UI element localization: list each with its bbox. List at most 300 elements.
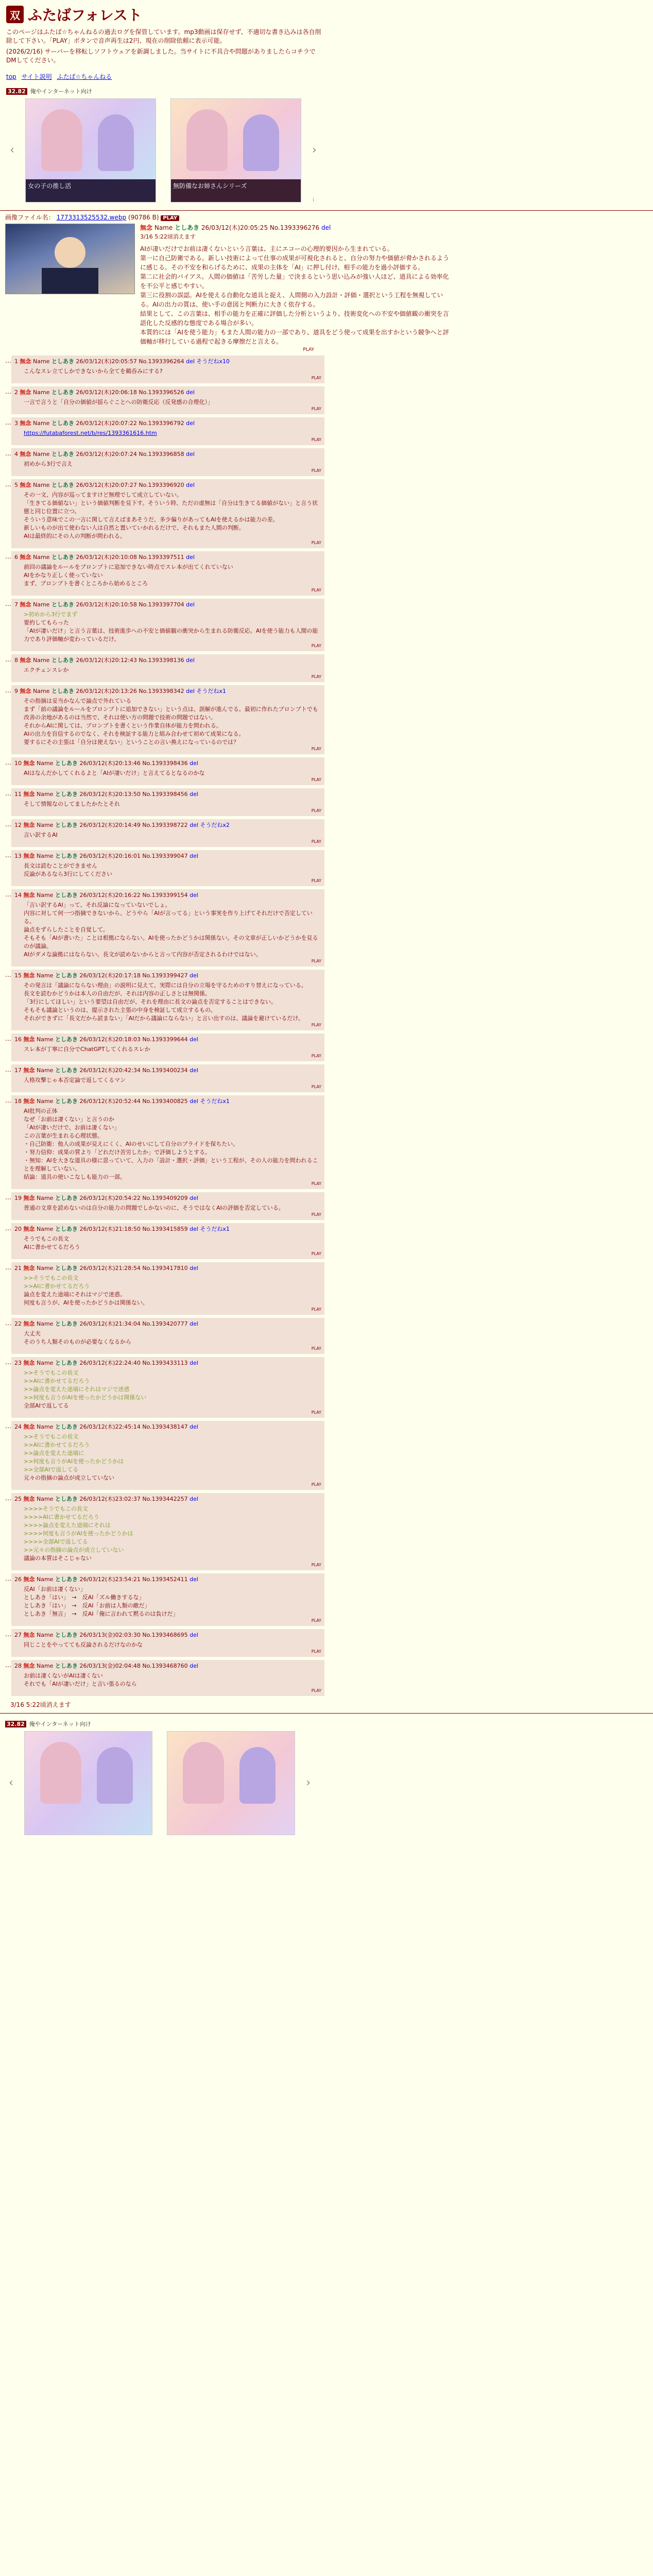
reply-sodane[interactable]: そうだねx1 — [200, 1098, 230, 1105]
reply-no[interactable]: No.1393442257 — [142, 1496, 188, 1502]
reply-body — [11, 1223, 324, 1259]
reply-text — [24, 1274, 321, 1307]
reply-del-link[interactable]: del — [190, 853, 198, 859]
divider — [0, 210, 653, 211]
reply-meta — [14, 1575, 321, 1583]
reply-marker: … — [5, 891, 11, 898]
reply-play-button[interactable]: PLAY — [311, 437, 321, 442]
reply-text-line: 一言で言うと「自分の価値が揺らぐことへの防衛反応（反発感の合理化）」 — [24, 399, 214, 405]
reply-text-line: としあき「無言」 → 反AI「俺に言われて黙るのは負けだ」 — [24, 1611, 179, 1617]
reply-text — [24, 1433, 321, 1482]
reply-text — [24, 666, 321, 674]
reply-play-button[interactable]: PLAY — [311, 1212, 321, 1217]
reply — [5, 850, 324, 886]
reply-title: 無念 — [20, 601, 31, 608]
reply-play-button[interactable]: PLAY — [311, 777, 321, 782]
reply — [5, 1421, 324, 1490]
reply-body — [11, 1357, 324, 1418]
reply-name: としあき — [51, 601, 74, 608]
reply-no[interactable]: No.1393468695 — [142, 1632, 188, 1638]
ad-card-2[interactable] — [170, 98, 301, 202]
reply-no[interactable]: No.1393399644 — [142, 1036, 188, 1043]
reply-title: 無念 — [20, 420, 31, 427]
reply-number: 18 — [14, 1098, 22, 1105]
reply-name-label: Name — [37, 1265, 54, 1272]
reply-marker: … — [5, 481, 11, 488]
reply-del-link[interactable]: del — [186, 554, 195, 561]
reply-date: 26/03/12(木)20:10:58 — [76, 601, 137, 608]
reply-title: 無念 — [23, 1496, 35, 1502]
reply-name: としあき — [51, 389, 74, 396]
reply-name-label: Name — [37, 822, 54, 828]
reply-meta — [14, 1359, 321, 1367]
reply-text-line: 何度も言うが、AIを使ったかどうかは関係ない。 — [24, 1299, 148, 1306]
reply-marker: … — [5, 1575, 11, 1582]
reply-play-button[interactable]: PLAY — [311, 588, 321, 592]
reply-body — [11, 1262, 324, 1315]
reply-title: 無念 — [23, 1195, 35, 1201]
reply-play-button[interactable]: PLAY — [311, 1482, 321, 1487]
reply-name: としあき — [55, 1632, 78, 1638]
reply-no[interactable]: No.1393396858 — [139, 451, 184, 457]
site-logo[interactable]: 双 — [6, 6, 24, 23]
reply-meta — [14, 1422, 321, 1431]
reply-text — [24, 1672, 321, 1688]
reply-del-link[interactable]: del — [190, 1320, 198, 1327]
op-thumbnail[interactable] — [5, 224, 135, 294]
reply-play-button[interactable]: PLAY — [311, 959, 321, 963]
reply-number: 5 — [14, 482, 18, 488]
reply-date: 26/03/12(木)22:45:14 — [79, 1423, 141, 1430]
reply-quote-line: >>元々の指摘の論点が成立していない — [24, 1547, 124, 1553]
reply — [5, 1033, 324, 1061]
reply-name-label: Name — [33, 601, 50, 608]
reply-del-link[interactable]: del — [190, 822, 198, 828]
reply-marker: … — [5, 852, 11, 859]
reply-number: 16 — [14, 1036, 22, 1043]
ad-badge: 32.82 — [6, 88, 27, 95]
reply-del-link[interactable]: del — [190, 1632, 198, 1638]
reply-del-link[interactable]: del — [190, 791, 198, 798]
reply-date: 26/03/12(木)20:42:34 — [79, 1067, 141, 1074]
reply-del-link[interactable]: del — [190, 1423, 198, 1430]
reply-body — [11, 1660, 324, 1696]
reply-number: 17 — [14, 1067, 22, 1074]
op-text-line: 本質的には「AIを使う能力」もまた人間の能力の一部であり、道具をどう使って成果を出すかという競争へと評価軸が移行している過程で起きる摩擦だと言える。 — [140, 329, 449, 345]
reply-play-button[interactable]: PLAY — [311, 878, 321, 883]
reply-body — [11, 1421, 324, 1490]
reply-no[interactable]: No.1393420777 — [142, 1320, 188, 1327]
reply-number: 11 — [14, 791, 22, 798]
op-title: 無念 — [140, 224, 153, 231]
reply-marker: … — [5, 971, 11, 978]
reply-play-button[interactable]: PLAY — [311, 1688, 321, 1693]
top-nav — [6, 72, 647, 81]
site-title[interactable]: ふたばフォレスト — [28, 7, 142, 24]
reply-play-button[interactable]: PLAY — [311, 1054, 321, 1058]
reply-text — [24, 800, 321, 808]
reply-meta — [14, 891, 321, 899]
reply-no[interactable]: No.1393452411 — [142, 1576, 188, 1583]
reply-name-label: Name — [37, 1226, 54, 1232]
reply-name-label: Name — [37, 1360, 54, 1366]
ad-caption-2: 無防備なお姉さんシリーズ — [171, 179, 301, 202]
reply-quote-line: >>そうでもこの長文 — [24, 1275, 79, 1281]
reply-body — [11, 1629, 324, 1657]
reply-meta — [14, 852, 321, 860]
reply-number: 15 — [14, 972, 22, 979]
bottom-ad-image-1 — [25, 1732, 152, 1835]
reply-body — [11, 970, 324, 1030]
reply-name: としあき — [55, 1036, 78, 1043]
reply — [5, 819, 324, 847]
reply-name: としあき — [55, 1576, 78, 1583]
reply-no[interactable]: No.1393398722 — [142, 822, 188, 828]
play-button[interactable]: PLAY — [161, 215, 179, 221]
reply-number: 6 — [14, 554, 18, 561]
reply-play-button[interactable]: PLAY — [311, 1023, 321, 1027]
reply-text-line: 議論の本質はそこじゃない — [24, 1555, 92, 1562]
reply-number: 26 — [14, 1576, 22, 1583]
reply-meta — [14, 821, 321, 829]
reply — [5, 551, 324, 596]
reply-text-line: 人格攻撃じゃ本否定論で返してくるマン — [24, 1077, 126, 1083]
reply-number: 12 — [14, 822, 22, 828]
reply-no[interactable]: No.1393468760 — [142, 1663, 188, 1669]
bottom-ad-next-icon[interactable]: › — [306, 1776, 311, 1789]
file-size: (90786 B) — [128, 214, 159, 221]
nav-top[interactable]: top — [6, 73, 16, 80]
reply-text-line: AIはなんだかしてくれるよと「AIが凄いだけ」と言えてるとなるのかな — [24, 770, 205, 776]
reply-date: 26/03/12(木)22:24:40 — [79, 1360, 141, 1366]
reply-text — [24, 1235, 321, 1251]
reply-no[interactable]: No.1393396526 — [139, 389, 184, 396]
reply-play-button[interactable]: PLAY — [311, 1181, 321, 1186]
reply-meta — [14, 1035, 321, 1043]
reply-play-button[interactable]: PLAY — [311, 839, 321, 844]
reply-del-link[interactable]: del — [186, 688, 195, 694]
reply-title: 無念 — [20, 554, 31, 561]
reply — [5, 654, 324, 682]
ad-header — [6, 87, 320, 95]
reply-name-label: Name — [33, 389, 50, 396]
reply-quote-line: >>>>論点を変えた途端にそれは — [24, 1522, 111, 1529]
reply-name: としあき — [55, 1226, 78, 1232]
thread-expire-footer: 3/16 5:22頃消えます — [10, 1701, 71, 1708]
reply-no[interactable]: No.1393415859 — [142, 1226, 188, 1232]
reply-number: 27 — [14, 1632, 22, 1638]
reply-number: 23 — [14, 1360, 22, 1366]
reply-title: 無念 — [20, 389, 31, 396]
reply-date: 26/03/12(木)21:18:50 — [79, 1226, 141, 1232]
reply-text-line: ・無知：AIを大きな道具の様に思っていて、入力の「設計・選択・評価」という工程が、その人の能力を問われることを理解していない。 — [24, 1157, 318, 1172]
reply-title: 無念 — [20, 482, 31, 488]
ad-next-icon[interactable]: › — [312, 144, 317, 157]
reply-number: 14 — [14, 892, 22, 899]
reply-meta — [14, 419, 321, 427]
reply-marker: … — [5, 821, 11, 828]
reply-number: 22 — [14, 1320, 22, 1327]
notice-line-1: このページはふたば☆ちゃんねるの過去ログを保管しています。mp3動画は保存せず、不適切な書き込みは各自削除して下さい。「PLAY」ボタンで音声再生は2円、現在の削除依頼に表示可能。 — [6, 28, 321, 44]
reply-marker: … — [5, 450, 11, 457]
reply-del-link[interactable]: del — [190, 1663, 198, 1669]
op-text-line: 第二に社会的バイアス。人間の価値は「苦労した量」で決まるという思い込みが強い人ほど、道具による効率化を不公平と感じやすい。 — [140, 273, 449, 290]
reply-name: としあき — [51, 451, 74, 457]
reply-name-label: Name — [37, 1632, 54, 1638]
reply-body — [11, 1095, 324, 1189]
reply-meta — [14, 790, 321, 798]
reply-text — [24, 831, 321, 839]
reply-no[interactable]: No.1393397511 — [139, 554, 184, 561]
reply-del-link[interactable]: del — [190, 892, 198, 899]
reply-no[interactable]: No.1393398456 — [142, 791, 188, 798]
reply-meta — [14, 481, 321, 489]
reply-del-link[interactable]: del — [190, 1360, 198, 1366]
reply-text-line: 初めから3行で言え — [24, 461, 73, 467]
reply-del-link[interactable]: del — [190, 1576, 198, 1583]
reply-del-link[interactable]: del — [186, 389, 195, 396]
reply-play-button[interactable]: PLAY — [311, 1084, 321, 1089]
reply-del-link[interactable]: del — [190, 1036, 198, 1043]
reply-marker: … — [5, 1631, 11, 1638]
reply-name-label: Name — [37, 1423, 54, 1430]
reply-no[interactable]: No.1393398136 — [139, 657, 184, 664]
reply-name-label: Name — [33, 482, 50, 488]
op-name: としあき — [175, 224, 200, 231]
reply-sodane[interactable]: そうだねx1 — [196, 688, 226, 694]
reply-title: 無念 — [23, 1576, 35, 1583]
reply-name: としあき — [55, 1195, 78, 1201]
reply-del-link[interactable]: del — [186, 358, 195, 365]
reply-text — [24, 1641, 321, 1649]
ad-label: 俺やインターネット向け — [30, 88, 92, 95]
reply-no[interactable]: No.1393396792 — [139, 420, 184, 427]
reply-play-button[interactable]: PLAY — [311, 1251, 321, 1256]
op-text-line: 結果として、この言葉は、相手の能力を正確に評価した分析というより、技術変化への不安や価値観の衝突を言語化した反感的な態度である場合が多い。 — [140, 310, 449, 327]
reply-play-button[interactable]: PLAY — [311, 1410, 321, 1415]
reply-text-line: そして情報なのしてましたかたとそれ — [24, 801, 120, 807]
reply-number: 19 — [14, 1195, 22, 1201]
op-no[interactable]: No.1393396276 — [269, 224, 320, 231]
reply-text-line: その指摘は妥当かなんで論点で外れている — [24, 698, 131, 704]
reply-meta — [14, 1225, 321, 1233]
op-body — [140, 224, 648, 346]
reply-name-label: Name — [37, 1576, 54, 1583]
reply-date: 26/03/13(金)02:03:30 — [79, 1632, 141, 1638]
reply-body — [11, 819, 324, 847]
reply — [5, 1573, 324, 1626]
reply-title: 無念 — [20, 451, 31, 457]
op-post — [5, 224, 648, 346]
reply — [5, 757, 324, 785]
reply-text-line: 「生きてる価値ない」という価値判断を見下す。そういう時、ただの虚無は「自分は生きてる価値がない」と言う状態と同じ位置に立つ。 — [24, 500, 318, 515]
reply-meta — [14, 1264, 321, 1272]
reply-no[interactable]: No.1393399427 — [142, 972, 188, 979]
reply-name-label: Name — [37, 1067, 54, 1074]
file-label: 画像ファイル名： — [5, 214, 55, 221]
reply-body — [11, 654, 324, 682]
reply-text-line: まず、プロンプトを書くところから始めるところ — [24, 580, 148, 587]
reply-text-line: 「言い訳するAI」って、それ反論になっていないでしょ。 — [24, 902, 171, 908]
reply-play-button[interactable]: PLAY — [311, 468, 321, 473]
reply — [5, 386, 324, 414]
reply-number: 10 — [14, 760, 22, 767]
op-text-line: AIが凄いだけでお前は凄くないという言葉は、主にエコーの心理的要因から生まれている。 — [140, 245, 393, 252]
reply-no[interactable]: No.1393399154 — [142, 892, 188, 899]
nav-about[interactable]: サイト説明 — [21, 73, 52, 80]
reply-body — [11, 788, 324, 816]
reply-play-button[interactable]: PLAY — [311, 1563, 321, 1567]
reply — [5, 1192, 324, 1220]
reply-play-button[interactable]: PLAY — [311, 1649, 321, 1654]
reply-name-label: Name — [33, 554, 50, 561]
reply-number: 9 — [14, 688, 18, 694]
reply-no[interactable]: No.1393396264 — [139, 358, 184, 365]
reply-text-line: 新しいものが出て使わない人は自然と置いていかれるだけで、それもまた人間の判断。 — [24, 524, 245, 531]
reply-no[interactable]: No.1393397704 — [139, 601, 184, 608]
reply-text-line: それでも「AIが凄いだけ」と言い張るのなら — [24, 1681, 137, 1687]
reply-text — [24, 862, 321, 878]
reply-marker: … — [5, 1662, 11, 1669]
reply-body — [11, 685, 324, 754]
reply-del-link[interactable]: del — [186, 601, 195, 608]
op-play-small[interactable]: PLAY — [303, 347, 314, 352]
reply-date: 26/03/12(木)20:07:24 — [76, 451, 137, 457]
reply-no[interactable]: No.1393438147 — [142, 1423, 188, 1430]
reply-name: としあき — [51, 420, 74, 427]
reply-meta — [14, 971, 321, 979]
reply-play-button[interactable]: PLAY — [311, 808, 321, 813]
op-del-link[interactable]: del — [321, 224, 331, 231]
reply-no[interactable]: No.1393433113 — [142, 1360, 188, 1366]
reply-no[interactable]: No.1393417810 — [142, 1265, 188, 1272]
ad-prev-icon[interactable]: ‹ — [10, 144, 15, 157]
reply-name: としあき — [55, 760, 78, 767]
reply-del-link[interactable]: del — [190, 1226, 198, 1232]
reply-play-button[interactable]: PLAY — [311, 747, 321, 751]
reply-title: 無念 — [23, 1320, 35, 1327]
reply-text-line: 結論：道具の使いこなしも能力の一部。 — [24, 1174, 126, 1180]
reply-link[interactable]: https://futabaforest.net/b/res/1393361616.htm — [24, 430, 157, 436]
reply-title: 無念 — [23, 1423, 35, 1430]
reply-title: 無念 — [23, 972, 35, 979]
reply-text-line: 内容に対して何一つ指摘できないから、どうやら「AIが言ってる」という事実を作り上げてそれだけで否定している。 — [24, 910, 313, 925]
reply-play-button[interactable]: PLAY — [311, 540, 321, 545]
reply-date: 26/03/12(木)20:07:22 — [76, 420, 137, 427]
reply-meta — [14, 388, 321, 396]
reply-date: 26/03/12(木)20:52:44 — [79, 1098, 141, 1105]
reply-del-link[interactable]: del — [190, 1265, 198, 1272]
reply-body — [11, 479, 324, 548]
reply-play-button[interactable]: PLAY — [311, 1618, 321, 1623]
reply-del-link[interactable]: del — [190, 760, 198, 767]
reply-sodane[interactable]: そうだねx1 — [200, 1226, 230, 1232]
reply-sodane[interactable]: そうだねx2 — [200, 822, 230, 828]
reply-title: 無念 — [20, 657, 31, 664]
reply — [5, 417, 324, 445]
reply-quote-line: >>>>そうでもこの長文 — [24, 1505, 88, 1512]
reply-quote-line: >>そうでもこの長文 — [24, 1369, 79, 1376]
reply — [5, 1493, 324, 1570]
reply-name-label: Name — [37, 1496, 54, 1502]
reply-marker: … — [5, 1035, 11, 1042]
reply-body — [11, 1033, 324, 1061]
reply — [5, 1318, 324, 1354]
reply-play-button[interactable]: PLAY — [311, 674, 321, 679]
reply-marker: … — [5, 687, 11, 694]
reply-title: 無念 — [23, 760, 35, 767]
reply-no[interactable]: No.1393399047 — [142, 853, 188, 859]
reply-date: 26/03/12(木)20:16:22 — [79, 892, 141, 899]
reply-no[interactable]: No.1393398342 — [139, 688, 184, 694]
reply-del-link[interactable]: del — [190, 1195, 198, 1201]
reply-play-button[interactable]: PLAY — [311, 1346, 321, 1351]
reply-text — [24, 460, 321, 468]
reply-title: 無念 — [20, 358, 31, 365]
reply-del-link[interactable]: del — [190, 1067, 198, 1074]
reply-del-link[interactable]: del — [186, 482, 195, 488]
reply-play-button[interactable]: PLAY — [311, 376, 321, 380]
reply-meta — [14, 1631, 321, 1639]
reply-text-line: そのうち人類そのものが必要なくなるから — [24, 1338, 131, 1345]
reply-quote-line: >>論点を変えた途端にそれはマジで迷惑 — [24, 1386, 130, 1393]
reply-title: 無念 — [23, 1067, 35, 1074]
bottom-ad-card-1[interactable] — [24, 1731, 152, 1835]
reply-text-line: AIは最終的にその人の判断が問われる。 — [24, 533, 126, 539]
reply-body — [11, 1064, 324, 1092]
reply-text-line: としあき「はい」 → 反AI「ズル働きするな」 — [24, 1594, 145, 1601]
reply-name-label: Name — [37, 1320, 54, 1327]
reply-marker: … — [5, 419, 11, 426]
reply-play-button[interactable]: PLAY — [311, 406, 321, 411]
reply-del-link[interactable]: del — [190, 972, 198, 979]
ad-info-icon[interactable]: i — [313, 197, 314, 203]
op-date: 26/03/12(木)20:05:25 — [201, 224, 268, 231]
nav-futaba[interactable]: ふたば☆ちゃんねる — [57, 73, 112, 80]
reply-text — [24, 1585, 321, 1618]
reply-play-button[interactable]: PLAY — [311, 1307, 321, 1312]
reply-date: 26/03/12(木)20:13:46 — [79, 760, 141, 767]
reply-body — [11, 1573, 324, 1626]
reply-no[interactable]: No.1393409209 — [142, 1195, 188, 1201]
bottom-ad-prev-icon[interactable]: ‹ — [9, 1776, 13, 1789]
reply-no[interactable]: No.1393400234 — [142, 1067, 188, 1074]
file-link[interactable]: 1773313525532.webp — [56, 214, 127, 221]
reply-no[interactable]: No.1393400825 — [142, 1098, 188, 1105]
reply-del-link[interactable]: del — [190, 1098, 198, 1105]
reply-del-link[interactable]: del — [186, 420, 195, 427]
reply-quote-line: >>AIに書かせてるだろう — [24, 1442, 90, 1448]
reply-sodane[interactable]: そうだねx10 — [196, 358, 230, 365]
reply-marker: … — [5, 1194, 11, 1201]
reply-meta — [14, 450, 321, 458]
reply-play-button[interactable]: PLAY — [311, 643, 321, 648]
reply-date: 26/03/12(木)21:28:54 — [79, 1265, 141, 1272]
reply-del-link[interactable]: del — [186, 657, 195, 664]
reply-del-link[interactable]: del — [190, 1496, 198, 1502]
reply-marker: … — [5, 357, 11, 364]
reply-no[interactable]: No.1393396920 — [139, 482, 184, 488]
reply-text-line: 大丈夫 — [24, 1330, 41, 1337]
reply-text — [24, 1369, 321, 1410]
reply-del-link[interactable]: del — [186, 451, 195, 457]
bottom-ad-card-2[interactable] — [167, 1731, 295, 1835]
reply-no[interactable]: No.1393398436 — [142, 760, 188, 767]
site-header — [0, 0, 653, 203]
reply — [5, 1629, 324, 1657]
ad-card-1[interactable] — [25, 98, 156, 202]
bottom-ad-badge: 32.82 — [5, 1721, 26, 1727]
